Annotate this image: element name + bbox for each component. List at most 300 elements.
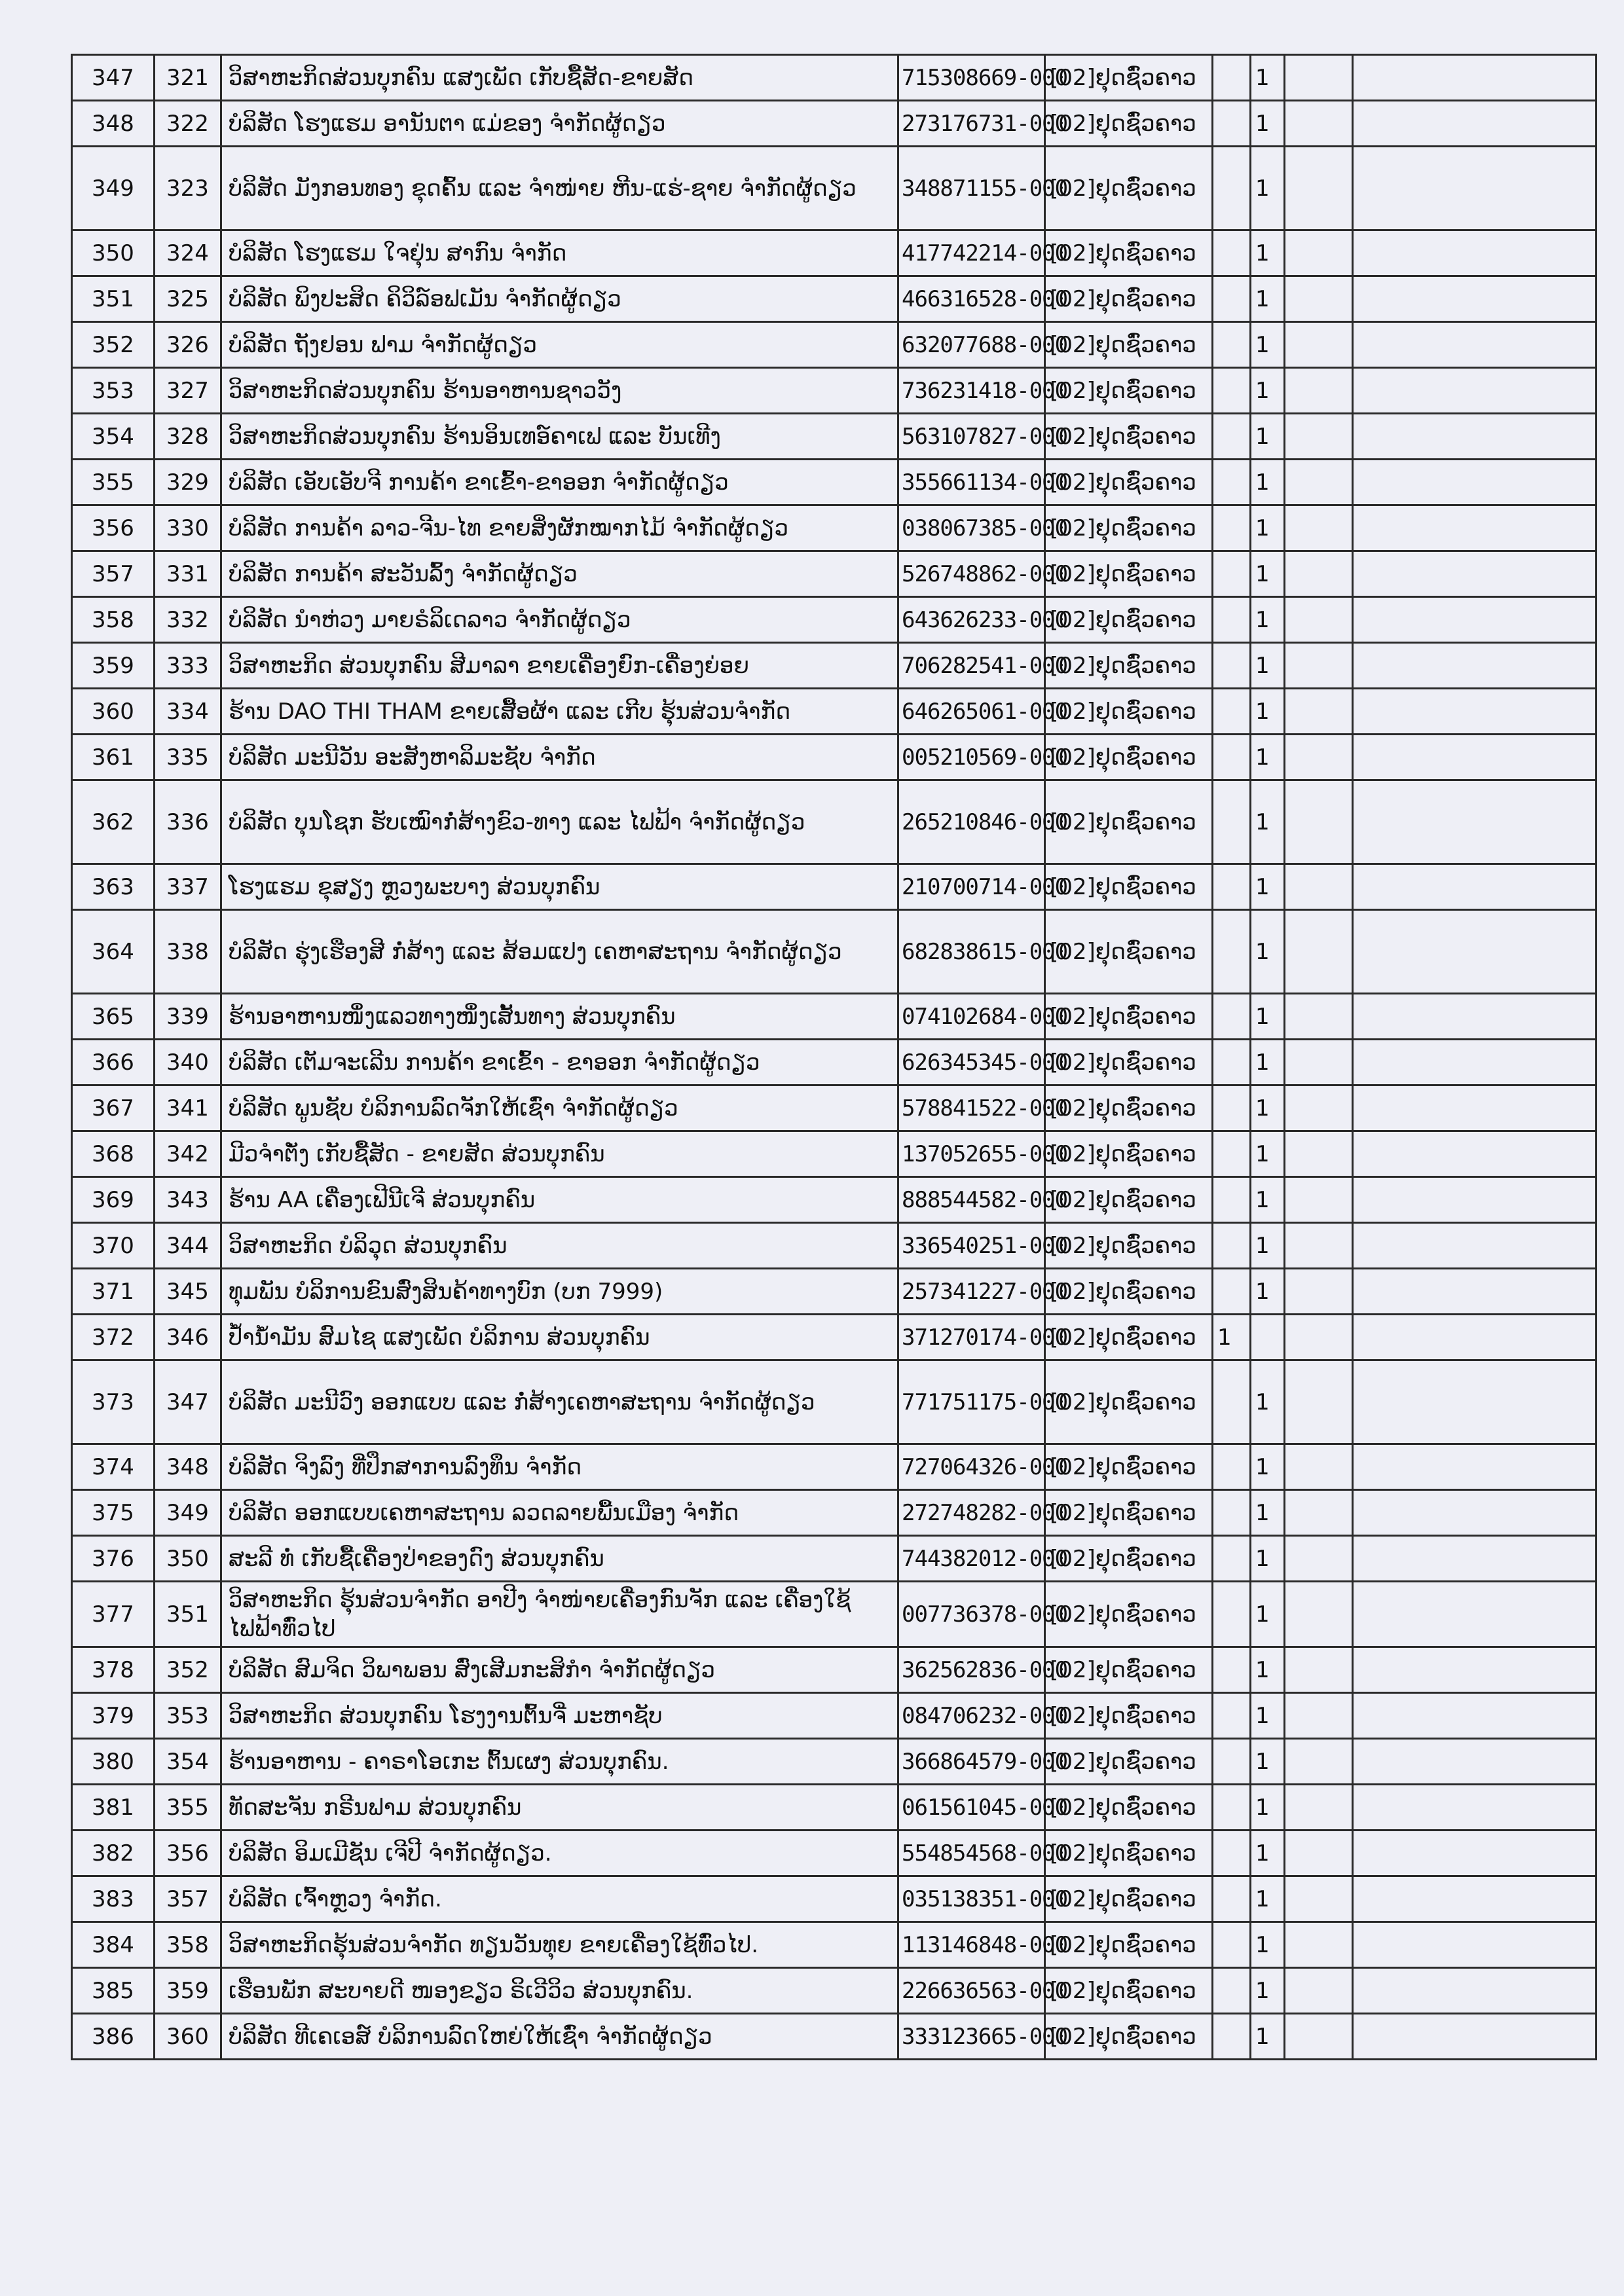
mark-column-b: 1 [1251,910,1285,994]
status-category: [02]ຢຸດຊົ່ວຄາວ [1045,1360,1213,1444]
sub-number: 357 [155,1876,221,1922]
sub-number: 340 [155,1040,221,1085]
mark-column-a [1213,643,1251,689]
tax-id: 563107827-000 [898,414,1045,460]
empty-cell-1 [1285,101,1353,147]
table-row [72,368,1596,414]
status-category: [02]ຢຸດຊົ່ວຄາວ [1045,994,1213,1040]
empty-cell-1 [1285,1315,1353,1360]
empty-cell-1 [1285,1647,1353,1693]
company-name: ຮ້ານ AA ເຄື່ອງເຟີນີເຈີ ສ່ວນບຸກຄົນ [221,1177,898,1223]
status-category: [02]ຢຸດຊົ່ວຄາວ [1045,368,1213,414]
empty-cell-2 [1353,864,1596,910]
tax-id: 626345345-000 [898,1040,1045,1085]
sub-number: 330 [155,505,221,551]
mark-column-a [1213,322,1251,368]
tax-id: 355661134-000 [898,460,1045,505]
row-number: 373 [72,1360,155,1444]
empty-cell-2 [1353,780,1596,864]
status-category: [02]ຢຸດຊົ່ວຄາວ [1045,689,1213,735]
empty-cell-2 [1353,505,1596,551]
mark-column-a [1213,1085,1251,1131]
mark-column-a [1213,910,1251,994]
tax-id: 632077688-000 [898,322,1045,368]
table-row [72,505,1596,551]
mark-column-b: 1 [1251,1785,1285,1831]
empty-cell-1 [1285,1269,1353,1315]
mark-column-a [1213,1968,1251,2014]
row-number: 363 [72,864,155,910]
mark-column-a: 1 [1213,1315,1251,1360]
company-name: ທັດສະຈັນ ກຣີນຟາມ ສ່ວນບຸກຄົນ [221,1785,898,1831]
mark-column-a [1213,101,1251,147]
mark-column-a [1213,780,1251,864]
sub-number: 341 [155,1085,221,1131]
sub-number: 338 [155,910,221,994]
row-number: 362 [72,780,155,864]
mark-column-b: 1 [1251,460,1285,505]
status-category: [02]ຢຸດຊົ່ວຄາວ [1045,2014,1213,2060]
empty-cell-2 [1353,1223,1596,1269]
tax-id: 578841522-000 [898,1085,1045,1131]
company-name: ຮ້ານອາຫານໜຶ່ງແລວທາງໜຶ່ງເສັ້ນທາງ ສ່ວນບຸກຄົນ [221,994,898,1040]
empty-cell-1 [1285,1360,1353,1444]
mark-column-b: 1 [1251,55,1285,101]
tax-id: 706282541-000 [898,643,1045,689]
mark-column-b: 1 [1251,147,1285,230]
table-row [72,1085,1596,1131]
company-name: ເຮືອນພັກ ສະບາຍດີ ໜອງຂຽວ ຣິເວີວິວ ສ່ວນບຸກຄົນ. [221,1968,898,2014]
row-number: 366 [72,1040,155,1085]
company-name: ມີວຈໍາຕັ່ງ ເກັບຊື້ສັດ - ຂາຍສັດ ສ່ວນບຸກຄົນ [221,1131,898,1177]
tax-id: 362562836-000 [898,1647,1045,1693]
row-number: 351 [72,276,155,322]
empty-cell-2 [1353,994,1596,1040]
tax-id: 744382012-000 [898,1536,1045,1582]
status-category: [02]ຢຸດຊົ່ວຄາວ [1045,551,1213,597]
mark-column-a [1213,1131,1251,1177]
empty-cell-1 [1285,1536,1353,1582]
status-category: [02]ຢຸດຊົ່ວຄາວ [1045,1876,1213,1922]
sub-number: 346 [155,1315,221,1360]
tax-id: 137052655-000 [898,1131,1045,1177]
status-category: [02]ຢຸດຊົ່ວຄາວ [1045,864,1213,910]
status-category: [02]ຢຸດຊົ່ວຄາວ [1045,1582,1213,1647]
mark-column-b: 1 [1251,230,1285,276]
tax-id: 333123665-000 [898,2014,1045,2060]
empty-cell-2 [1353,55,1596,101]
tax-id: 371270174-000 [898,1315,1045,1360]
empty-cell-2 [1353,1693,1596,1739]
mark-column-b: 1 [1251,1269,1285,1315]
mark-column-a [1213,1536,1251,1582]
tax-id: 348871155-000 [898,147,1045,230]
sub-number: 356 [155,1831,221,1876]
empty-cell-2 [1353,1490,1596,1536]
tax-id: 005210569-000 [898,735,1045,780]
company-name: ບໍລິສັດ ພູນຊັບ ບໍລິການລົດຈັກໃຫ້ເຊົ່າ ຈໍາກັດຜູ້ດຽວ [221,1085,898,1131]
empty-cell-2 [1353,1831,1596,1876]
table-row [72,1785,1596,1831]
mark-column-a [1213,1831,1251,1876]
mark-column-a [1213,551,1251,597]
sub-number: 355 [155,1785,221,1831]
company-name: ບໍລິສັດ ຮຸ່ງເຮືອງສີ ກໍ່ສ້າງ ແລະ ສ້ອມແປງ ເຄຫາສະຖານ ຈໍາກັດຜູ້ດຽວ [221,910,898,994]
tax-id: 646265061-000 [898,689,1045,735]
empty-cell-2 [1353,1582,1596,1647]
mark-column-a [1213,994,1251,1040]
status-category: [02]ຢຸດຊົ່ວຄາວ [1045,505,1213,551]
empty-cell-2 [1353,1739,1596,1785]
tax-id: 466316528-000 [898,276,1045,322]
table-row [72,551,1596,597]
sub-number: 353 [155,1693,221,1739]
table-row [72,414,1596,460]
row-number: 369 [72,1177,155,1223]
mark-column-b: 1 [1251,1444,1285,1490]
table-row [72,1876,1596,1922]
table-row [72,1922,1596,1968]
empty-cell-1 [1285,322,1353,368]
sub-number: 348 [155,1444,221,1490]
empty-cell-1 [1285,1582,1353,1647]
company-name: ບໍລິສັດ ເຕັມຈະເລີນ ການຄ້າ ຂາເຂົ້າ - ຂາອອກ ຈໍາກັດຜູ້ດຽວ [221,1040,898,1085]
sub-number: 349 [155,1490,221,1536]
status-category: [02]ຢຸດຊົ່ວຄາວ [1045,1444,1213,1490]
status-category: [02]ຢຸດຊົ່ວຄາວ [1045,1536,1213,1582]
sub-number: 339 [155,994,221,1040]
row-number: 352 [72,322,155,368]
empty-cell-2 [1353,1269,1596,1315]
empty-cell-2 [1353,1315,1596,1360]
empty-cell-2 [1353,1360,1596,1444]
company-name: ບໍລິສັດ ບຸນໂຊກ ຮັບເໝົາກໍ່ສ້າງຂົວ-ທາງ ແລະ ໄຟຟ້າ ຈໍາກັດຜູ້ດຽວ [221,780,898,864]
row-number: 372 [72,1315,155,1360]
company-name: ບໍລິສັດ ມັງກອນທອງ ຂຸດຄົ້ນ ແລະ ຈໍາໜ່າຍ ຫີນ-ແຮ່-ຊາຍ ຈໍາກັດຜູ້ດຽວ [221,147,898,230]
sub-number: 333 [155,643,221,689]
tax-id: 272748282-000 [898,1490,1045,1536]
empty-cell-1 [1285,1490,1353,1536]
empty-cell-2 [1353,1876,1596,1922]
mark-column-a [1213,1177,1251,1223]
company-name: ບໍລິສັດ ໂຮງແຮມ ໃຈຢຸ່ນ ສາກົນ ຈໍາກັດ [221,230,898,276]
tax-id: 888544582-000 [898,1177,1045,1223]
sub-number: 325 [155,276,221,322]
mark-column-a [1213,1876,1251,1922]
mark-column-a [1213,147,1251,230]
mark-column-b: 1 [1251,1831,1285,1876]
mark-column-a [1213,1040,1251,1085]
sub-number: 352 [155,1647,221,1693]
company-name: ບໍລິສັດ ທີເຄເອສ໌ ບໍລິການລົດໃຫຍ່ໃຫ້ເຊົ່າ ຈໍາກັດຜູ້ດຽວ [221,2014,898,2060]
sub-number: 350 [155,1536,221,1582]
tax-id: 035138351-000 [898,1876,1045,1922]
company-name: ວິສາຫະກິດ ບໍລິວຸດ ສ່ວນບຸກຄົນ [221,1223,898,1269]
empty-cell-1 [1285,1177,1353,1223]
table-row [72,689,1596,735]
empty-cell-2 [1353,147,1596,230]
table-row [72,1177,1596,1223]
status-category: [02]ຢຸດຊົ່ວຄາວ [1045,1968,1213,2014]
empty-cell-1 [1285,1693,1353,1739]
company-name: ບໍລິສັດ ການຄ້າ ສະວັນລົ້ງ ຈໍາກັດຜູ້ດຽວ [221,551,898,597]
mark-column-b: 1 [1251,1647,1285,1693]
mark-column-b: 1 [1251,597,1285,643]
tax-id: 007736378-000 [898,1582,1045,1647]
sub-number: 354 [155,1739,221,1785]
empty-cell-2 [1353,1647,1596,1693]
status-category: [02]ຢຸດຊົ່ວຄາວ [1045,780,1213,864]
empty-cell-2 [1353,460,1596,505]
sub-number: 360 [155,2014,221,2060]
row-number: 382 [72,1831,155,1876]
row-number: 368 [72,1131,155,1177]
empty-cell-1 [1285,1085,1353,1131]
status-category: [02]ຢຸດຊົ່ວຄາວ [1045,101,1213,147]
sub-number: 334 [155,689,221,735]
table-row [72,1444,1596,1490]
mark-column-b: 1 [1251,1085,1285,1131]
empty-cell-1 [1285,1785,1353,1831]
sub-number: 345 [155,1269,221,1315]
mark-column-b: 1 [1251,1490,1285,1536]
mark-column-a [1213,460,1251,505]
status-category: [02]ຢຸດຊົ່ວຄາວ [1045,55,1213,101]
empty-cell-2 [1353,1922,1596,1968]
status-category: [02]ຢຸດຊົ່ວຄາວ [1045,1922,1213,1968]
company-name: ບໍລິສັດ ເອັບເອັບຈີ ການຄ້າ ຂາເຂົ້າ-ຂາອອກ ຈໍາກັດຜູ້ດຽວ [221,460,898,505]
table-row [72,864,1596,910]
mark-column-a [1213,55,1251,101]
status-category: [02]ຢຸດຊົ່ວຄາວ [1045,597,1213,643]
company-name: ບໍລິສັດ ພິງປະສິດ ຄິວິລ໌ອຟເມັນ ຈໍາກັດຜູ້ດຽວ [221,276,898,322]
mark-column-b [1251,1315,1285,1360]
empty-cell-1 [1285,551,1353,597]
row-number: 354 [72,414,155,460]
company-name: ບໍລິສັດ ເຈົ້າຫຼວງ ຈໍາກັດ. [221,1876,898,1922]
mark-column-b: 1 [1251,368,1285,414]
tax-id: 771751175-000 [898,1360,1045,1444]
company-name: ບໍລິສັດ ຈິງລົງ ທີ່ປຶກສາການລົງທຶນ ຈໍາກັດ [221,1444,898,1490]
company-name: ບໍລິສັດ ມະນີວັນ ອະສັງຫາລິມະຊັບ ຈໍາກັດ [221,735,898,780]
mark-column-b: 1 [1251,101,1285,147]
empty-cell-2 [1353,1785,1596,1831]
tax-id: 257341227-000 [898,1269,1045,1315]
sub-number: 324 [155,230,221,276]
mark-column-b: 1 [1251,276,1285,322]
sub-number: 343 [155,1177,221,1223]
company-name: ວິສາຫະກິດສ່ວນບຸກຄົນ ຮ້ານອາຫານຊາວວັງ [221,368,898,414]
mark-column-a [1213,1269,1251,1315]
empty-cell-1 [1285,1968,1353,2014]
mark-column-b: 1 [1251,1922,1285,1968]
empty-cell-1 [1285,55,1353,101]
mark-column-b: 1 [1251,689,1285,735]
mark-column-a [1213,414,1251,460]
sub-number: 335 [155,735,221,780]
company-name: ສະລີ ທໍ່ ເກັບຊື້ເຄື່ອງປ່າຂອງດົງ ສ່ວນບຸກຄົນ [221,1536,898,1582]
status-category: [02]ຢຸດຊົ່ວຄາວ [1045,1131,1213,1177]
mark-column-a [1213,1785,1251,1831]
empty-cell-2 [1353,1968,1596,2014]
table-row [72,735,1596,780]
tax-id: 727064326-000 [898,1444,1045,1490]
sub-number: 342 [155,1131,221,1177]
mark-column-a [1213,1647,1251,1693]
row-number: 348 [72,101,155,147]
company-name: ໂຮງແຮມ ຂຸສຽງ ຫຼວງພະບາງ ສ່ວນບຸກຄົນ [221,864,898,910]
status-category: [02]ຢຸດຊົ່ວຄາວ [1045,1315,1213,1360]
row-number: 364 [72,910,155,994]
status-category: [02]ຢຸດຊົ່ວຄາວ [1045,1177,1213,1223]
row-number: 385 [72,1968,155,2014]
mark-column-a [1213,1693,1251,1739]
table-row [72,1693,1596,1739]
sub-number: 337 [155,864,221,910]
empty-cell-1 [1285,597,1353,643]
empty-cell-1 [1285,910,1353,994]
mark-column-a [1213,276,1251,322]
tax-id: 554854568-000 [898,1831,1045,1876]
mark-column-b: 1 [1251,1131,1285,1177]
empty-cell-2 [1353,230,1596,276]
mark-column-a [1213,505,1251,551]
company-name: ຮ້ານ DAO THI THAM ຂາຍເສື້ອຜ້າ ແລະ ເກີບ ຮຸ້ນສ່ວນຈໍາກັດ [221,689,898,735]
sub-number: 329 [155,460,221,505]
empty-cell-1 [1285,414,1353,460]
mark-column-a [1213,735,1251,780]
empty-cell-2 [1353,597,1596,643]
sub-number: 326 [155,322,221,368]
mark-column-a [1213,597,1251,643]
empty-cell-1 [1285,1040,1353,1085]
row-number: 379 [72,1693,155,1739]
sub-number: 327 [155,368,221,414]
status-category: [02]ຢຸດຊົ່ວຄາວ [1045,1040,1213,1085]
row-number: 360 [72,689,155,735]
row-number: 380 [72,1739,155,1785]
status-category: [02]ຢຸດຊົ່ວຄາວ [1045,1269,1213,1315]
mark-column-b: 1 [1251,643,1285,689]
mark-column-b: 1 [1251,1693,1285,1739]
mark-column-b: 1 [1251,414,1285,460]
empty-cell-2 [1353,1085,1596,1131]
mark-column-b: 1 [1251,780,1285,864]
sub-number: 321 [155,55,221,101]
company-name: ບໍລິສັດ ອິມເມີຊັນ ເຈີປີ ຈໍາກັດຜູ້ດຽວ. [221,1831,898,1876]
table-row [72,276,1596,322]
sub-number: 323 [155,147,221,230]
table-row [72,643,1596,689]
mark-column-a [1213,1922,1251,1968]
status-category: [02]ຢຸດຊົ່ວຄາວ [1045,1490,1213,1536]
mark-column-a [1213,1444,1251,1490]
company-name: ວິສາຫະກິດ ສ່ວນບຸກຄົນ ສີມາລາ ຂາຍເຄື່ອງຍົກ-ເຄື່ອງຍ່ອຍ [221,643,898,689]
empty-cell-2 [1353,1444,1596,1490]
table-row [72,1968,1596,2014]
empty-cell-1 [1285,1831,1353,1876]
mark-column-b: 1 [1251,1876,1285,1922]
empty-cell-2 [1353,414,1596,460]
empty-cell-1 [1285,1876,1353,1922]
status-category: [02]ຢຸດຊົ່ວຄາວ [1045,230,1213,276]
table-row [72,1040,1596,1085]
empty-cell-1 [1285,1131,1353,1177]
company-name: ປໍ້ານໍ້າມັນ ສົມໄຊ ແສງເພັດ ບໍລິການ ສ່ວນບຸກຄົນ [221,1315,898,1360]
empty-cell-1 [1285,505,1353,551]
sub-number: 359 [155,1968,221,2014]
mark-column-b: 1 [1251,864,1285,910]
empty-cell-1 [1285,276,1353,322]
table-row [72,1269,1596,1315]
tax-id: 084706232-000 [898,1693,1045,1739]
tax-id: 074102684-000 [898,994,1045,1040]
empty-cell-1 [1285,1922,1353,1968]
company-name: ບໍລິສັດ ສົມຈິດ ວິພາພອນ ສົ່ງເສີມກະສິກໍາ ຈໍາກັດຜູ້ດຽວ [221,1647,898,1693]
register-table [71,54,1597,2060]
tax-id: 265210846-000 [898,780,1045,864]
row-number: 378 [72,1647,155,1693]
empty-cell-2 [1353,1536,1596,1582]
status-category: [02]ຢຸດຊົ່ວຄາວ [1045,276,1213,322]
mark-column-b: 1 [1251,1040,1285,1085]
mark-column-a [1213,689,1251,735]
tax-id: 038067385-000 [898,505,1045,551]
tax-id: 273176731-000 [898,101,1045,147]
table-row [72,1647,1596,1693]
empty-cell-2 [1353,2014,1596,2060]
table-row [72,994,1596,1040]
row-number: 370 [72,1223,155,1269]
sub-number: 336 [155,780,221,864]
mark-column-b: 1 [1251,1223,1285,1269]
mark-column-a [1213,230,1251,276]
row-number: 384 [72,1922,155,1968]
tax-id: 682838615-000 [898,910,1045,994]
row-number: 350 [72,230,155,276]
company-name: ທຸມພັນ ບໍລິການຂົນສົ່ງສິນຄ້າທາງບົກ (ບກ 7999) [221,1269,898,1315]
empty-cell-1 [1285,780,1353,864]
row-number: 357 [72,551,155,597]
mark-column-a [1213,1490,1251,1536]
empty-cell-1 [1285,1444,1353,1490]
register-table-body [72,55,1596,2060]
company-name: ວິສາຫະກິດຮຸ້ນສ່ວນຈໍາກັດ ທຽນວັນທຸຍ ຂາຍເຄື່ອງໃຊ້ທົ່ວໄປ. [221,1922,898,1968]
tax-id: 113146848-000 [898,1922,1045,1968]
empty-cell-1 [1285,1739,1353,1785]
empty-cell-2 [1353,689,1596,735]
sub-number: 347 [155,1360,221,1444]
mark-column-a [1213,1223,1251,1269]
row-number: 349 [72,147,155,230]
table-row [72,1131,1596,1177]
table-row [72,1490,1596,1536]
empty-cell-1 [1285,368,1353,414]
tax-id: 736231418-000 [898,368,1045,414]
row-number: 386 [72,2014,155,2060]
row-number: 361 [72,735,155,780]
row-number: 359 [72,643,155,689]
status-category: [02]ຢຸດຊົ່ວຄາວ [1045,1085,1213,1131]
row-number: 374 [72,1444,155,1490]
mark-column-b: 1 [1251,505,1285,551]
status-category: [02]ຢຸດຊົ່ວຄາວ [1045,1785,1213,1831]
mark-column-b: 1 [1251,1582,1285,1647]
company-name: ບໍລິສັດ ໂຮງແຮມ ອານັນຕາ ແມ່ຂອງ ຈໍາກັດຜູ້ດຽວ [221,101,898,147]
company-name: ວິສາຫະກິດ ຮຸ້ນສ່ວນຈໍາກັດ ອາປີງ ຈໍາໜ່າຍເຄື່ອງກົນຈັກ ແລະ ເຄື່ອງໃຊ້ໄຟຟ້າທົ່ວໄປ [221,1582,898,1647]
empty-cell-2 [1353,551,1596,597]
row-number: 365 [72,994,155,1040]
